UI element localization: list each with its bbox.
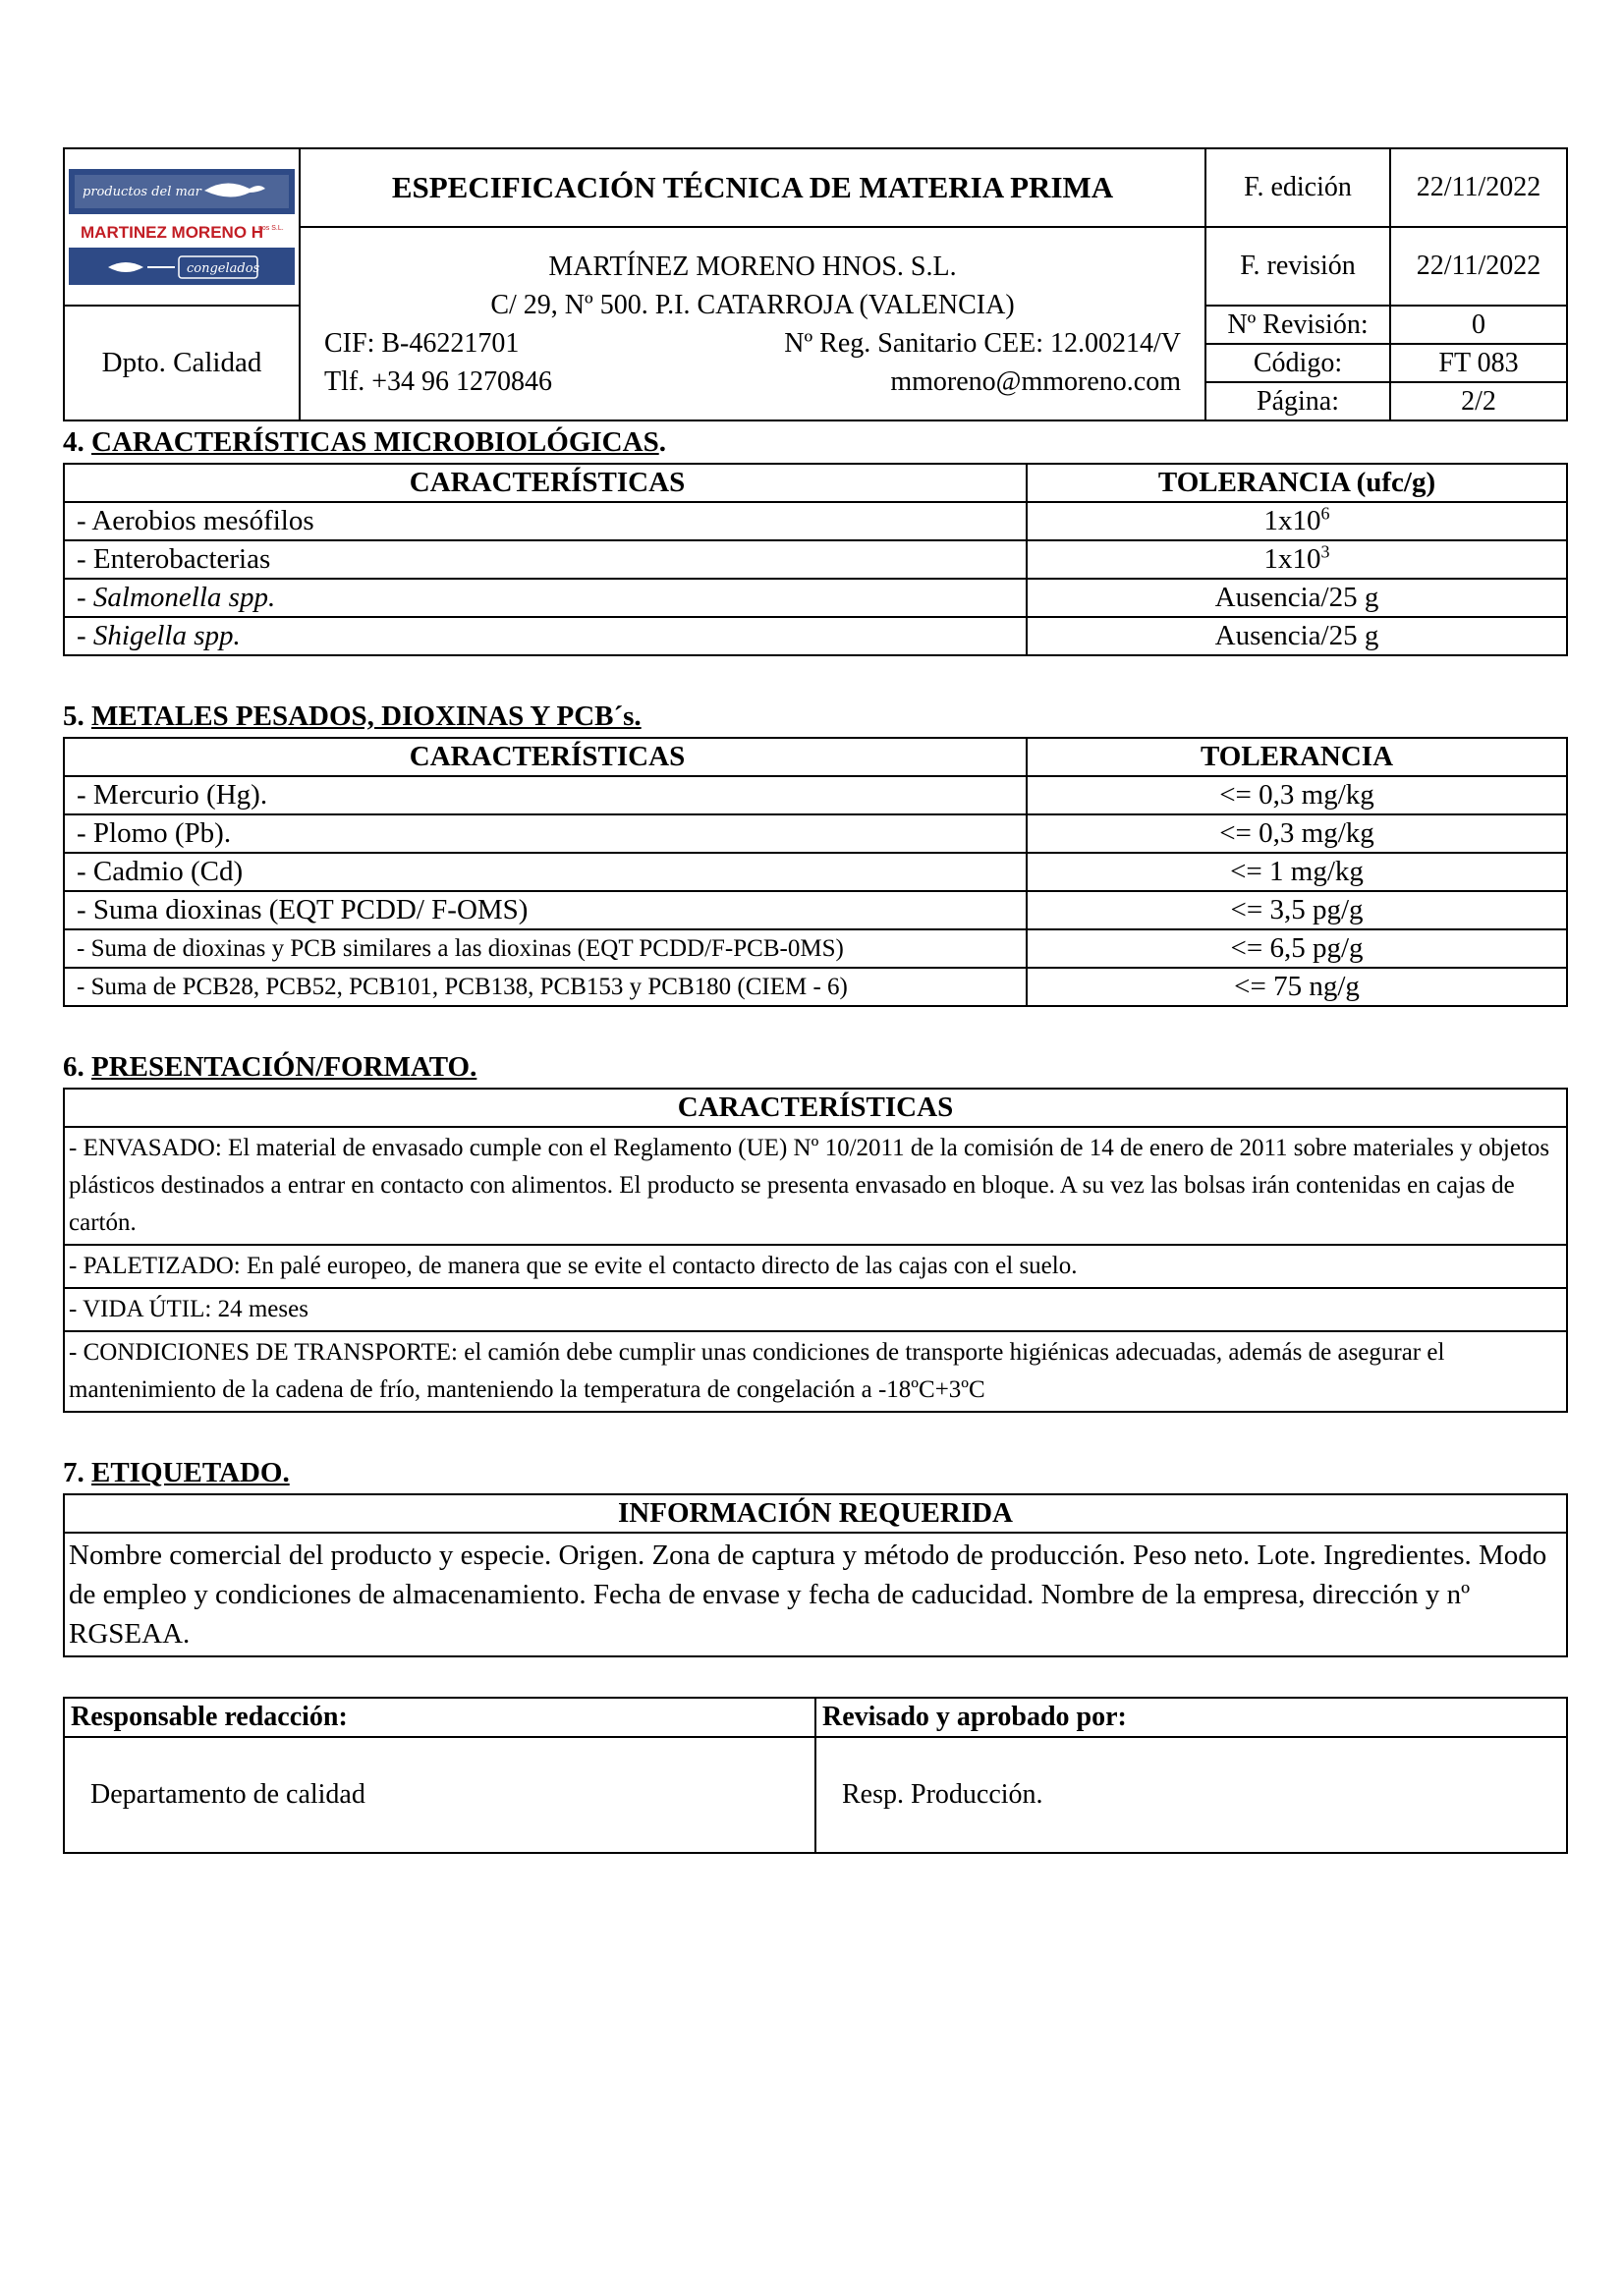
section-5-title	[63, 696, 1568, 737]
meta-label-edicion: F. edición	[1205, 148, 1390, 227]
signature-table	[63, 1697, 1568, 1854]
row-prefix: -	[77, 543, 93, 575]
table-header-tolerance: TOLERANCIA (ufc/g)	[1027, 464, 1567, 502]
table-row	[64, 1127, 1567, 1245]
row-name	[64, 540, 1027, 579]
signature-value-approver: Resp. Producción.	[815, 1737, 1567, 1853]
section-5-number: 5.	[63, 700, 84, 732]
table-header-characteristic: CARACTERÍSTICAS	[64, 738, 1027, 776]
row-exponent: 6	[1320, 503, 1330, 524]
row-value: <= 0,3 mg/kg	[1027, 814, 1567, 853]
company-email: mmoreno@mmoreno.com	[890, 365, 1181, 397]
company-phone: Tlf. +34 96 1270846	[324, 365, 552, 397]
table-row	[64, 929, 1567, 968]
table-row	[64, 1331, 1567, 1412]
row-value: <= 3,5 pg/g	[1027, 891, 1567, 929]
signature-label-author: Responsable redacción:	[64, 1698, 815, 1737]
row-name-text: Aerobios mesófilos	[91, 505, 314, 536]
row-value	[1027, 540, 1567, 579]
row-text: - VIDA ÚTIL: 24 meses	[64, 1288, 1567, 1331]
table-row	[64, 776, 1567, 814]
labeling-table	[63, 1493, 1568, 1657]
table-row	[64, 814, 1567, 853]
row-name: - Mercurio (Hg).	[64, 776, 1027, 814]
meta-label-pagina: Página:	[1205, 382, 1390, 420]
presentation-table	[63, 1088, 1568, 1413]
section-6-title-text: PRESENTACIÓN/FORMATO.	[91, 1051, 477, 1083]
row-value-text: 1x10	[1263, 543, 1321, 575]
meta-value-pagina: 2/2	[1390, 382, 1567, 420]
table-header-tolerance: TOLERANCIA	[1027, 738, 1567, 776]
table-row	[64, 1288, 1567, 1331]
row-text: - PALETIZADO: En palé europeo, de manera que se evite el contacto directo de las cajas con el suelo.	[64, 1245, 1567, 1288]
company-cif: CIF: B-46221701	[324, 327, 520, 359]
signature-label-approver: Revisado y aprobado por:	[815, 1698, 1567, 1737]
table-row	[64, 1245, 1567, 1288]
table-row	[64, 891, 1567, 929]
row-prefix: -	[77, 505, 92, 536]
table-row	[64, 579, 1567, 617]
department: Dpto. Calidad	[64, 306, 300, 420]
row-name	[64, 579, 1027, 617]
company-address: C/ 29, Nº 500. P.I. CATARROJA (VALENCIA)	[490, 289, 1015, 320]
table-row	[64, 502, 1567, 540]
table-header-required-info: INFORMACIÓN REQUERIDA	[64, 1494, 1567, 1533]
row-value: <= 75 ng/g	[1027, 968, 1567, 1006]
row-name: - Suma de dioxinas y PCB similares a las dioxinas (EQT PCDD/F-PCB-0MS)	[64, 929, 1027, 968]
meta-label-codigo: Código:	[1205, 344, 1390, 382]
row-value: <= 1 mg/kg	[1027, 853, 1567, 891]
section-6-title	[63, 1046, 1568, 1088]
meta-value-revision-date: 22/11/2022	[1390, 227, 1567, 306]
row-name: - Suma de PCB28, PCB52, PCB101, PCB138, PCB153 y PCB180 (CIEM - 6)	[64, 968, 1027, 1006]
row-name: - Cadmio (Cd)	[64, 853, 1027, 891]
microbiological-table	[63, 463, 1568, 656]
row-name-text: Salmonella spp.	[92, 582, 276, 613]
company-logo-graphic	[69, 169, 295, 285]
document-title: ESPECIFICACIÓN TÉCNICA DE MATERIA PRIMA	[300, 148, 1205, 227]
meta-label-revision-date: F. revisión	[1205, 227, 1390, 306]
row-prefix: -	[77, 582, 93, 613]
section-7-title-text: ETIQUETADO.	[91, 1457, 290, 1488]
row-name	[64, 502, 1027, 540]
row-name: - Plomo (Pb).	[64, 814, 1027, 853]
company-reg-sanitario: Nº Reg. Sanitario CEE: 12.00214/V	[784, 327, 1181, 359]
row-exponent: 3	[1320, 541, 1330, 562]
signature-value-author: Departamento de calidad	[64, 1737, 815, 1853]
section-4-title-suffix: .	[658, 426, 666, 458]
logo-brand-suffix: nos S.L.	[258, 225, 284, 232]
company-logo	[64, 148, 300, 306]
section-4-number: 4.	[63, 426, 84, 458]
row-value: <= 0,3 mg/kg	[1027, 776, 1567, 814]
section-7-number: 7.	[63, 1457, 84, 1488]
row-value: Ausencia/25 g	[1027, 617, 1567, 655]
table-header-characteristic: CARACTERÍSTICAS	[64, 464, 1027, 502]
logo-brand: MARTINEZ MORENO H	[81, 223, 264, 242]
section-7-title	[63, 1452, 1568, 1493]
document-page	[63, 147, 1568, 1854]
row-text: - CONDICIONES DE TRANSPORTE: el camión debe cumplir unas condiciones de transporte higiénicas adecuadas, además de asegurar el mantenimiento de la cadena de frío, manteniendo la temperatura de congelación a -18ºC+3ºC	[64, 1331, 1567, 1412]
table-row	[64, 1533, 1567, 1656]
row-name-text: Shigella spp.	[92, 620, 241, 651]
row-name: - Suma dioxinas (EQT PCDD/ F-OMS)	[64, 891, 1027, 929]
row-value-text: 1x10	[1263, 505, 1321, 536]
meta-value-edicion: 22/11/2022	[1390, 148, 1567, 227]
table-row	[64, 540, 1567, 579]
document-header	[63, 147, 1568, 421]
row-name	[64, 617, 1027, 655]
labeling-text: Nombre comercial del producto y especie. Origen. Zona de captura y método de producción. Peso neto. Lote. Ingredientes. Modo de empleo y condiciones de almacenamiento. Fecha de envase y fecha de caducidad. Nombre de la empresa, dirección y nº RGSEAA.	[64, 1533, 1567, 1656]
table-row	[64, 968, 1567, 1006]
logo-top-text: productos del mar	[83, 185, 201, 199]
row-text: - ENVASADO: El material de envasado cumple con el Reglamento (UE) Nº 10/2011 de la comisión de 14 de enero de 2011 sobre materiales y objetos plásticos destinados a entrar en contacto con alimentos. El producto se presenta envasado en bloque. A su vez las bolsas irán contenidas en cajas de cartón.	[64, 1127, 1567, 1245]
row-value: Ausencia/25 g	[1027, 579, 1567, 617]
table-row	[64, 617, 1567, 655]
row-prefix: -	[77, 620, 93, 651]
section-5-title-text: METALES PESADOS, DIOXINAS Y PCB´s.	[91, 700, 642, 732]
meta-value-codigo: FT 083	[1390, 344, 1567, 382]
table-header-characteristic: CARACTERÍSTICAS	[64, 1089, 1567, 1127]
company-info	[300, 227, 1205, 420]
row-name-text: Enterobacterias	[92, 543, 271, 575]
meta-value-revision-number: 0	[1390, 306, 1567, 344]
section-6-number: 6.	[63, 1051, 84, 1083]
section-4-title-text: CARACTERÍSTICAS MICROBIOLÓGICAS	[91, 426, 659, 458]
company-name: MARTÍNEZ MORENO HNOS. S.L.	[548, 251, 957, 282]
meta-label-revision-number: Nº Revisión:	[1205, 306, 1390, 344]
table-row	[64, 853, 1567, 891]
row-value: <= 6,5 pg/g	[1027, 929, 1567, 968]
logo-bottom-text: congelados	[187, 261, 260, 276]
section-4-title	[63, 421, 1568, 463]
row-value	[1027, 502, 1567, 540]
heavy-metals-table	[63, 737, 1568, 1007]
